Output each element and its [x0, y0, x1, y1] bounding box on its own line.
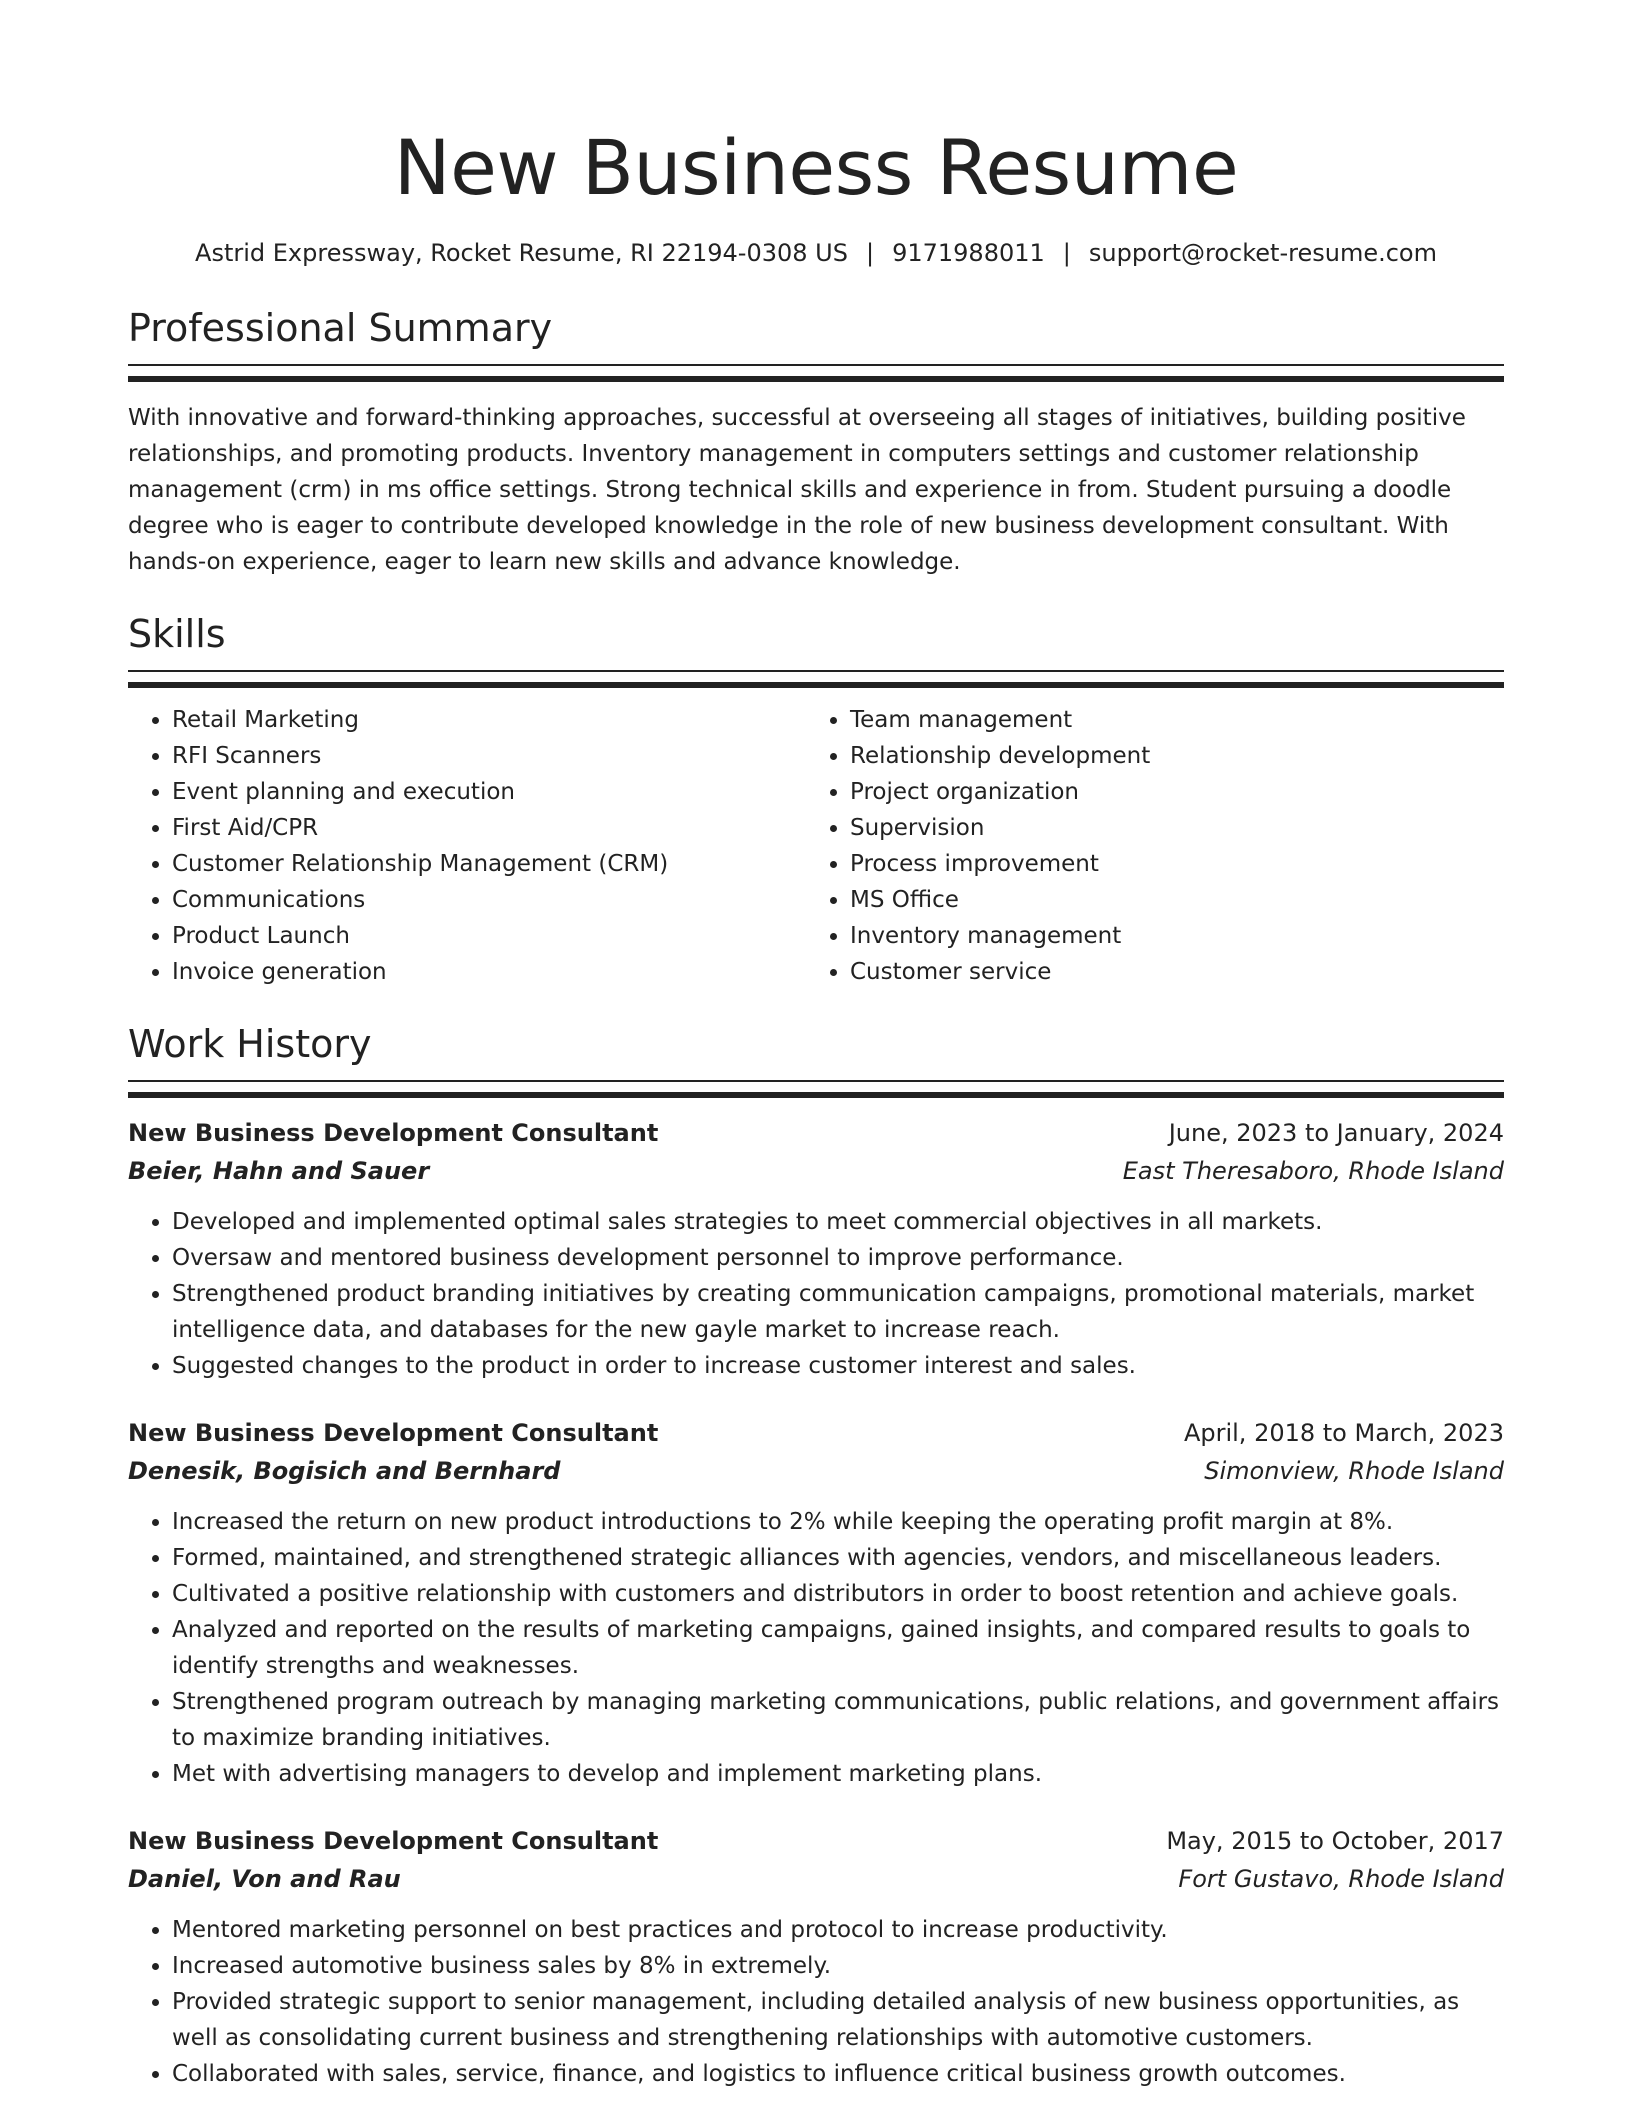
job-location: East Theresaboro, Rhode Island: [1122, 1157, 1504, 1185]
job-bullet: • Strengthened product branding initiatives by creating communication campaigns, promotional materials, market intelligence data, and databases for the new gayle market to increase reach.: [172, 1276, 1504, 1348]
job-location: Simonview, Rhode Island: [1204, 1457, 1504, 1485]
job-dates: April, 2018 to March, 2023: [1183, 1419, 1504, 1447]
job-bullet: • Cultivated a positive relationship with customers and distributors in order to boost retention and achieve goals.: [172, 1576, 1504, 1612]
work-heading: Work History: [128, 1022, 372, 1066]
job-subheader: [128, 1860, 1504, 1898]
skill-item: • Team management: [850, 702, 1484, 738]
section-divider: [128, 670, 1504, 688]
job-bullet: • Formed, maintained, and strengthened strategic alliances with agencies, vendors, and miscellaneous leaders.: [172, 1540, 1504, 1576]
skill-item: • Supervision: [850, 810, 1484, 846]
job-bullet: • Oversaw and mentored business development personnel to improve performance.: [172, 1240, 1504, 1276]
skills-list-left: [128, 702, 806, 990]
skill-item: • Product Launch: [172, 918, 806, 954]
job-subheader: [128, 1152, 1504, 1190]
summary-text: With innovative and forward-thinking approaches, successful at overseeing all stages of initiatives, building positive relationships, and promoting products. Inventory management in computers settings and customer relationship management (crm) in ms office settings. Strong technical skills and experience in from. Student pursuing a doodle degree who is eager to contribute developed knowledge in the role of new business development consultant. With hands-on experience, eager to learn new skills and advance knowledge.: [128, 405, 1466, 575]
job-dates: May, 2015 to October, 2017: [1166, 1827, 1504, 1855]
resume-page: [128, 0, 1504, 2092]
job-bullet: • Met with advertising managers to develop and implement marketing plans.: [172, 1756, 1504, 1792]
skills-heading: Skills: [128, 612, 226, 656]
skills-section: [128, 610, 1504, 990]
skill-item: • Customer Relationship Management (CRM): [172, 846, 806, 882]
skill-item: • First Aid/CPR: [172, 810, 806, 846]
job-header: [128, 1414, 1504, 1452]
skill-item: • Retail Marketing: [172, 702, 806, 738]
skill-item: • Customer service: [850, 954, 1484, 990]
job-bullet: • Provided strategic support to senior management, including detailed analysis of new business opportunities, as well as consolidating current business and strengthening relationships with automotive customers.: [172, 1984, 1504, 2056]
skill-item: • RFI Scanners: [172, 738, 806, 774]
contact-email: support@rocket-resume.com: [1088, 239, 1437, 267]
job-bullet: • Increased automotive business sales by 8% in extremely.: [172, 1948, 1504, 1984]
skills-list-right: [806, 702, 1484, 990]
job-header: [128, 1114, 1504, 1152]
job-bullets: [128, 1912, 1504, 2092]
skills-columns: [128, 702, 1504, 990]
job-header: [128, 1822, 1504, 1860]
job-bullet: • Increased the return on new product introductions to 2% while keeping the operating profit margin at 8%.: [172, 1504, 1504, 1540]
work-section: [128, 1020, 1504, 2092]
summary-section: [128, 304, 1504, 580]
skill-item: • Communications: [172, 882, 806, 918]
contact-phone: 9171988011: [892, 239, 1045, 267]
job-entry: [128, 1114, 1504, 1384]
section-divider: [128, 364, 1504, 382]
contact-address: Astrid Expressway, Rocket Resume, RI 22194-0308 US: [195, 239, 848, 267]
skill-item: • Process improvement: [850, 846, 1484, 882]
job-bullet: • Developed and implemented optimal sales strategies to meet commercial objectives in all markets.: [172, 1204, 1504, 1240]
job-entry: [128, 1822, 1504, 2092]
job-company: Denesik, Bogisich and Bernhard: [128, 1457, 561, 1485]
job-subheader: [128, 1452, 1504, 1490]
contact-separator: |: [1062, 239, 1071, 267]
job-entry: [128, 1414, 1504, 1792]
contact-separator: |: [865, 239, 875, 267]
job-bullet: • Suggested changes to the product in order to increase customer interest and sales.: [172, 1348, 1504, 1384]
job-bullets: [128, 1204, 1504, 1384]
section-divider: [128, 1080, 1504, 1098]
contact-line: [128, 236, 1504, 270]
job-bullet: • Collaborated with sales, service, finance, and logistics to influence critical business growth outcomes.: [172, 2056, 1504, 2092]
job-title: New Business Development Consultant: [128, 1119, 659, 1147]
job-bullets: [128, 1504, 1504, 1792]
job-location: Fort Gustavo, Rhode Island: [1178, 1865, 1504, 1893]
skill-item: • Event planning and execution: [172, 774, 806, 810]
job-bullet: • Strengthened program outreach by managing marketing communications, public relations, and government affairs to maximize branding initiatives.: [172, 1684, 1504, 1756]
job-bullet: • Mentored marketing personnel on best practices and protocol to increase productivity.: [172, 1912, 1504, 1948]
skill-item: • Project organization: [850, 774, 1484, 810]
skill-item: • MS Office: [850, 882, 1484, 918]
job-bullet: • Analyzed and reported on the results of marketing campaigns, gained insights, and compared results to goals to identify strengths and weaknesses.: [172, 1612, 1504, 1684]
summary-heading: Professional Summary: [128, 306, 553, 350]
job-dates: June, 2023 to January, 2024: [1168, 1119, 1504, 1147]
skill-item: • Relationship development: [850, 738, 1484, 774]
skill-item: • Invoice generation: [172, 954, 806, 990]
job-title: New Business Development Consultant: [128, 1419, 659, 1447]
job-company: Beier, Hahn and Sauer: [128, 1157, 430, 1185]
resume-title: New Business Resume: [393, 123, 1239, 212]
job-company: Daniel, Von and Rau: [128, 1865, 401, 1893]
job-title: New Business Development Consultant: [128, 1827, 659, 1855]
skill-item: • Inventory management: [850, 918, 1484, 954]
